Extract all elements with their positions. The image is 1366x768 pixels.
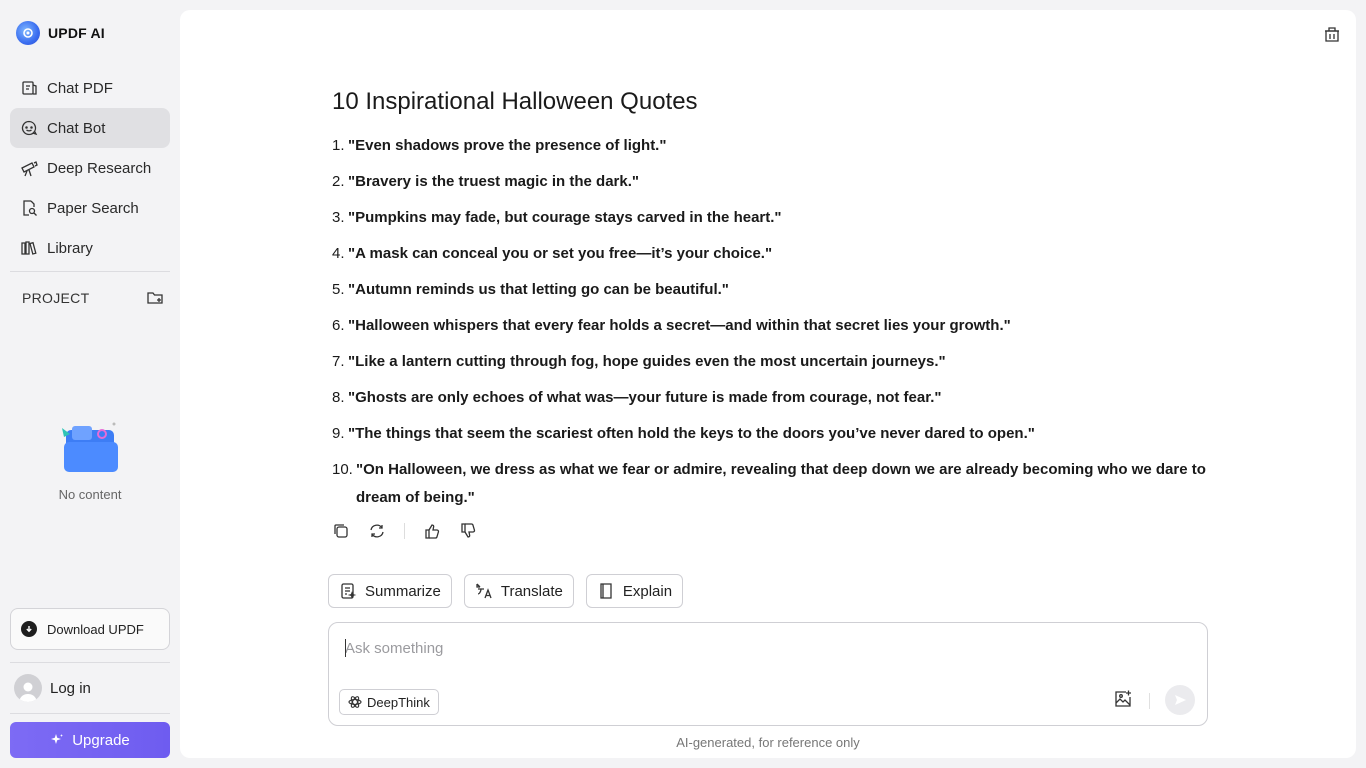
sidebar-item-label: Chat PDF bbox=[47, 79, 113, 97]
thumbs-up-icon[interactable] bbox=[423, 522, 441, 540]
list-item bbox=[332, 132, 1212, 160]
list-number: 4. bbox=[332, 245, 345, 262]
sidebar-item-label: Deep Research bbox=[47, 159, 152, 177]
chat-pdf-icon bbox=[20, 79, 38, 97]
sidebar-item-label: Chat Bot bbox=[47, 119, 106, 137]
regenerate-icon[interactable] bbox=[368, 522, 386, 540]
sidebar-divider bbox=[10, 662, 170, 663]
summarize-label: Summarize bbox=[365, 582, 441, 600]
list-number: 10. bbox=[332, 461, 353, 478]
quote-text: "Halloween whispers that every fear holds a secret—and within that secret lies your growth." bbox=[348, 317, 1011, 334]
sidebar-divider bbox=[10, 713, 170, 714]
project-label: PROJECT bbox=[22, 290, 90, 306]
thumbs-down-icon[interactable] bbox=[459, 522, 477, 540]
image-upload-icon[interactable] bbox=[1113, 689, 1133, 709]
list-item bbox=[332, 276, 1212, 304]
empty-text: No content bbox=[58, 487, 122, 502]
app-name: UPDF AI bbox=[48, 25, 105, 41]
empty-state bbox=[55, 420, 125, 502]
quote-list bbox=[332, 132, 1212, 512]
new-folder-icon[interactable] bbox=[146, 289, 164, 307]
telescope-icon bbox=[20, 159, 38, 177]
list-number: 2. bbox=[332, 173, 345, 190]
avatar bbox=[14, 674, 42, 702]
sidebar-item-label: Library bbox=[47, 239, 93, 257]
text-caret bbox=[345, 639, 346, 657]
empty-folder-icon bbox=[58, 420, 122, 476]
explain-button[interactable] bbox=[586, 574, 683, 608]
quote-text: "Autumn reminds us that letting go can be beautiful." bbox=[348, 281, 729, 298]
chat-input-box bbox=[328, 622, 1208, 726]
translate-icon bbox=[475, 582, 493, 600]
sidebar-item-deep-research[interactable] bbox=[10, 148, 170, 188]
summarize-button[interactable] bbox=[328, 574, 452, 608]
list-number: 6. bbox=[332, 317, 345, 334]
paper-search-icon bbox=[20, 199, 38, 217]
chat-bot-icon bbox=[20, 119, 38, 137]
response-message bbox=[332, 88, 1212, 520]
list-number: 9. bbox=[332, 425, 345, 442]
chat-input[interactable] bbox=[345, 637, 1165, 659]
list-item bbox=[332, 456, 1212, 512]
sidebar-item-paper-search[interactable] bbox=[10, 188, 170, 228]
list-number: 1. bbox=[332, 137, 345, 154]
quote-text: "Bravery is the truest magic in the dark." bbox=[348, 173, 639, 190]
list-number: 3. bbox=[332, 209, 345, 226]
sidebar-item-label: Paper Search bbox=[47, 199, 139, 217]
updf-logo-icon bbox=[16, 21, 40, 45]
quote-text: "Like a lantern cutting through fog, hope guides even the most uncertain journeys." bbox=[348, 353, 946, 370]
list-item bbox=[332, 384, 1212, 412]
deepthink-icon bbox=[348, 695, 362, 709]
sidebar-divider bbox=[10, 271, 170, 272]
response-actions bbox=[332, 522, 477, 540]
translate-label: Translate bbox=[500, 582, 563, 600]
book-icon bbox=[597, 582, 615, 600]
download-updf-button[interactable] bbox=[10, 608, 170, 650]
sidebar-item-chat-pdf[interactable] bbox=[10, 68, 170, 108]
actions-divider bbox=[404, 523, 405, 539]
copy-icon[interactable] bbox=[332, 522, 350, 540]
project-header bbox=[22, 289, 164, 307]
brand[interactable] bbox=[16, 21, 105, 45]
response-title: 10 Inspirational Halloween Quotes bbox=[332, 88, 698, 115]
disclaimer: AI-generated, for reference only bbox=[676, 735, 860, 750]
sidebar-item-library[interactable] bbox=[10, 228, 170, 268]
library-icon bbox=[20, 239, 38, 257]
quote-text: "On Halloween, we dress as what we fear or admire, revealing that deep down we are already becoming who we dare to dream of being." bbox=[356, 461, 1206, 506]
quote-text: "Even shadows prove the presence of light." bbox=[348, 137, 667, 154]
download-icon bbox=[21, 621, 37, 637]
list-number: 7. bbox=[332, 353, 345, 370]
quick-actions bbox=[328, 574, 683, 608]
user-icon bbox=[16, 678, 40, 702]
list-item bbox=[332, 348, 1212, 376]
upgrade-label: Upgrade bbox=[72, 731, 130, 749]
clear-chat-icon[interactable] bbox=[1322, 24, 1342, 44]
translate-button[interactable] bbox=[464, 574, 574, 608]
send-icon bbox=[1173, 693, 1187, 707]
quote-text: "A mask can conceal you or set you free—it’s your choice." bbox=[348, 245, 773, 262]
deepthink-toggle[interactable] bbox=[339, 689, 439, 715]
sparkle-icon bbox=[50, 733, 64, 747]
deepthink-label: DeepThink bbox=[367, 694, 430, 710]
list-item bbox=[332, 312, 1212, 340]
list-item bbox=[332, 168, 1212, 196]
login-label: Log in bbox=[50, 679, 91, 697]
quote-text: "Pumpkins may fade, but courage stays carved in the heart." bbox=[348, 209, 782, 226]
list-item bbox=[332, 204, 1212, 232]
quote-text: "Ghosts are only echoes of what was—your future is made from courage, not fear." bbox=[348, 389, 942, 406]
summarize-icon bbox=[339, 582, 357, 600]
chat-panel bbox=[180, 10, 1356, 758]
list-number: 8. bbox=[332, 389, 345, 406]
upgrade-button[interactable] bbox=[10, 722, 170, 758]
send-button[interactable] bbox=[1165, 685, 1195, 715]
sidebar-item-chat-bot[interactable] bbox=[10, 108, 170, 148]
list-number: 5. bbox=[332, 281, 345, 298]
list-item bbox=[332, 240, 1212, 268]
download-label: Download UPDF bbox=[47, 621, 144, 637]
sidebar bbox=[0, 0, 180, 768]
list-item bbox=[332, 420, 1212, 448]
sidebar-nav bbox=[10, 68, 170, 268]
login-button[interactable] bbox=[14, 674, 91, 702]
input-divider bbox=[1149, 693, 1150, 709]
quote-text: "The things that seem the scariest often hold the keys to the doors you’ve never dared to open." bbox=[348, 425, 1035, 442]
explain-label: Explain bbox=[622, 582, 673, 600]
